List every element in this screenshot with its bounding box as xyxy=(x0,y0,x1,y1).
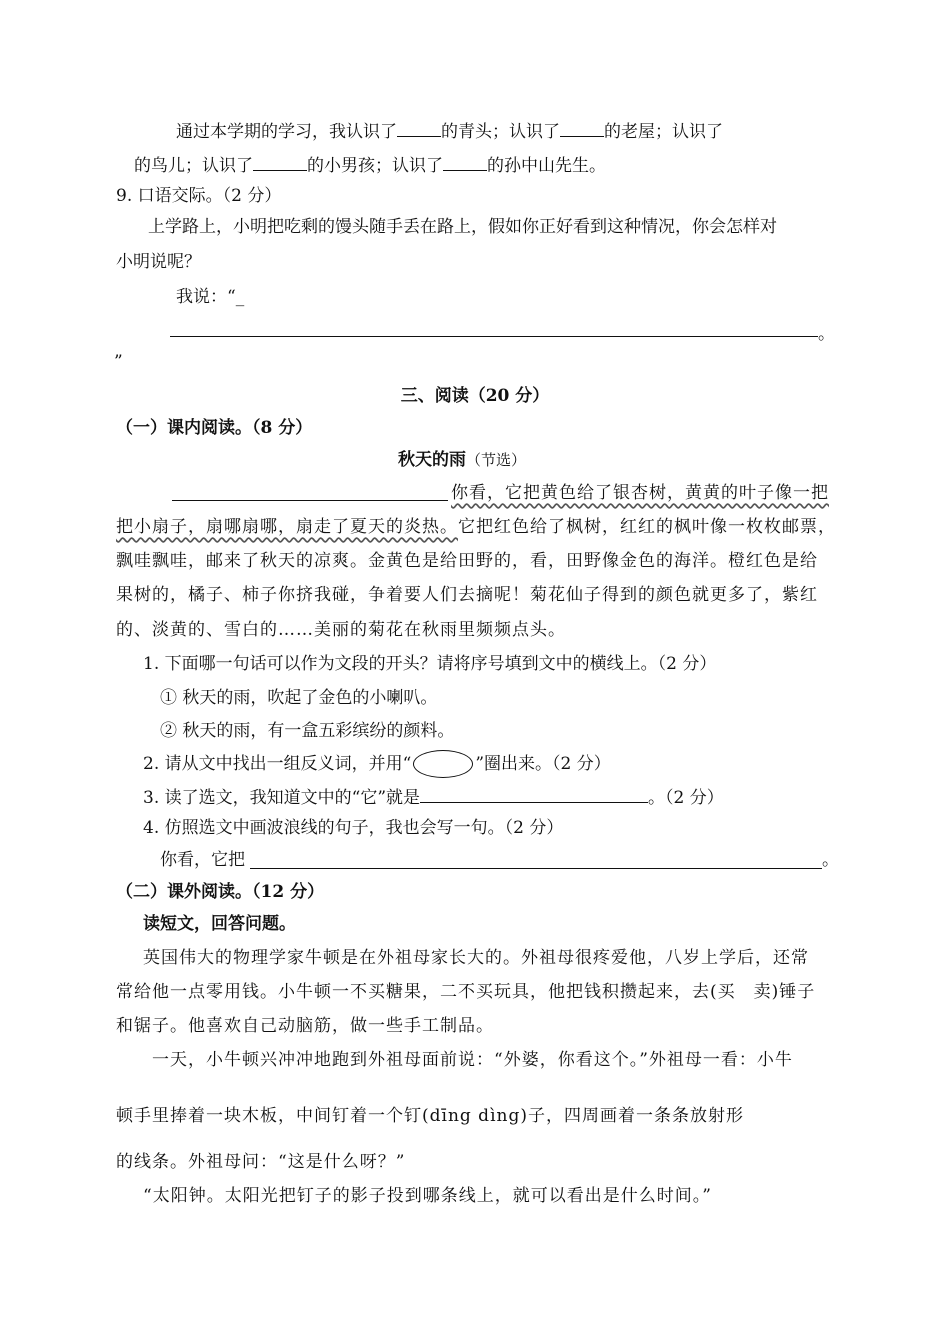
text: ”圈出来。（2 分） xyxy=(475,753,611,774)
text: 2. 请从文中找出一组反义词，并用“ xyxy=(143,753,412,774)
answer-blank[interactable] xyxy=(420,784,648,803)
part1-title: （一）课内阅读。（8 分） xyxy=(116,418,313,438)
text: 通过本学期的学习，我认识了 xyxy=(176,122,397,142)
q9-prompt-1: 上学路上，小明把吃剩的馒头随手丢在路上，假如你正好看到这种情况，你会怎样对 xyxy=(148,217,777,237)
passage-line: 果树的，橘子、柿子你挤我碰，争着要人们去摘呢！菊花仙子得到的颜色就更多了，紫红 xyxy=(116,585,818,605)
q4-fill: 你看，它把 xyxy=(160,850,245,870)
q2 xyxy=(143,750,611,778)
passage-blank-line[interactable] xyxy=(172,500,448,501)
q1-option-2[interactable]: ② 秋天的雨，有一盒五彩缤纷的颜料。 xyxy=(160,721,455,741)
q9-title: 9. 口语交际。（2 分） xyxy=(116,186,282,206)
text: 的青头；认识了 xyxy=(441,122,560,142)
wavy-text: 你看，它把黄色给了银杏树，黄黄的叶子像一把 xyxy=(451,483,829,503)
q4-answer-line[interactable] xyxy=(250,868,822,869)
story-line: 英国伟大的物理学家牛顿是在外祖母家长大的。外祖母很疼爱他，八岁上学后，还常 xyxy=(143,948,809,968)
fill-line-2 xyxy=(134,152,606,178)
passage-heading xyxy=(398,448,526,472)
text: 3. 读了选文，我知道文中的“它”就是 xyxy=(143,788,421,808)
passage-line xyxy=(451,481,829,505)
reading-title: 三、阅读（20 分） xyxy=(400,386,550,406)
passage-line xyxy=(116,515,836,539)
answer-blank[interactable] xyxy=(560,118,604,137)
q9-prompt-2: 小明说呢？ xyxy=(116,252,201,272)
answer-blank[interactable] xyxy=(397,118,441,137)
text: 的鸟儿；认识了 xyxy=(134,156,253,176)
q1-option-1[interactable]: ① 秋天的雨，吹起了金色的小喇叭。 xyxy=(160,688,438,708)
story-line: “太阳钟。太阳光把钉子的影子投到哪条线上，就可以看出是什么时间。” xyxy=(143,1186,712,1206)
wavy-text: 把小扇子，扇哪扇哪，扇走了夏天的炎热。 xyxy=(116,517,458,537)
text: 它把红色给了枫树，红红的枫叶像一枚枚邮票， xyxy=(458,517,836,537)
passage-title: 秋天的雨 xyxy=(398,450,466,470)
q3 xyxy=(143,784,724,810)
text: 的老屋；认识了 xyxy=(604,122,723,142)
passage-line: 的、淡黄的、雪白的……美丽的菊花在秋雨里频频点头。 xyxy=(116,620,566,640)
story-line: 一天，小牛顿兴冲冲地跑到外祖母面前说：“外婆，你看这个。”外祖母一看：小牛 xyxy=(152,1050,793,1070)
q4-end: 。 xyxy=(822,850,839,870)
answer-blank[interactable] xyxy=(443,152,487,171)
q1: 1. 下面哪一句话可以作为文段的开头？请将序号填到文中的横线上。（2 分） xyxy=(143,654,717,674)
q9-say: 我说：“_ xyxy=(176,287,245,307)
text: 的孙中山先生。 xyxy=(487,156,606,176)
q9-answer-line[interactable] xyxy=(170,336,818,337)
story-line: 的线条。外祖母问：“这是什么呀？” xyxy=(116,1152,406,1172)
story-line: 和锯子。他喜欢自己动脑筋，做一些手工制品。 xyxy=(116,1016,494,1036)
q9-close-quote: ” xyxy=(114,352,123,372)
fill-line-1 xyxy=(176,118,723,144)
passage-line: 飘哇飘哇，邮来了秋天的凉爽。金黄色是给田野的，看，田野像金色的海洋。橙红色是给 xyxy=(116,551,818,571)
q4: 4. 仿照选文中画波浪线的句子，我也会写一句。（2 分） xyxy=(143,818,564,838)
oval-shape xyxy=(413,750,473,778)
story-line: 顿手里捧着一块木板，中间钉着一个钉(dīng dìng)子，四周画着一条条放射形 xyxy=(116,1106,744,1126)
text: 。（2 分） xyxy=(648,788,724,808)
part2-title: （二）课外阅读。（12 分） xyxy=(116,882,325,902)
q9-end-period: 。 xyxy=(818,324,835,344)
part2-instruction: 读短文，回答问题。 xyxy=(143,914,296,934)
answer-blank[interactable] xyxy=(253,152,307,171)
passage-note: （节选） xyxy=(466,451,527,469)
text: 的小男孩；认识了 xyxy=(307,156,443,176)
story-line: 常给他一点零用钱。小牛顿一不买糖果，二不买玩具，他把钱积攒起来，去(买 卖)锤子 xyxy=(116,982,816,1002)
